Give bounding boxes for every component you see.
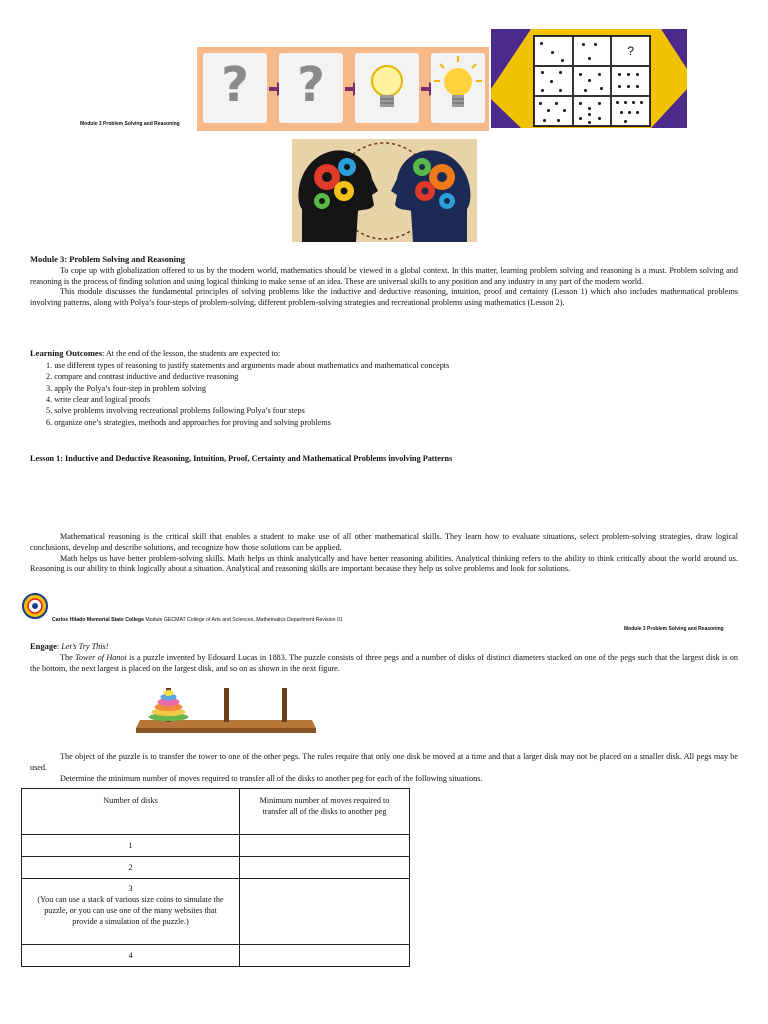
engage-paragraph: Determine the minimum number of moves required to transfer all of the disks to another peg for each of the following situations. [60,773,483,783]
table-cell: 1 [22,835,240,857]
tower-of-hanoi-image [134,684,318,734]
list-item: 5. solve problems involving recreational problems following Polya’s four steps [46,406,305,416]
answer-cell[interactable] [240,857,410,879]
table-cell-note: (You can use a stack of various size coins to simulate the puzzle, or you can use one of the many websites that provide a simulation of the puzzle.) [37,895,224,926]
answer-cell[interactable] [240,835,410,857]
question-card-2 [279,53,343,123]
table-cell: 4 [22,945,240,967]
column-header: Minimum number of moves required to transfer all of the disks to another peg [240,789,410,835]
list-item: 3. apply the Polya’s four-step in problem solving [46,383,206,393]
table-row [22,945,410,967]
module-title: : Problem Solving and Reasoning [64,254,186,264]
module-paragraph: To cope up with globalization offered to us by the modern world, mathematics should be viewed in a global context. In this matter, learning problem solving and reasoning is a must. Problem solving and reasoning is the process of finding solution and using logical thinking to make sense of an idea. These are universal skills to any position and any industry in any part of the modern world. [30,265,738,286]
lightbulb-lit-icon [431,53,485,123]
module-paragraph: This module discusses the fundamental principles of solving problems like the inductive and deductive reasoning, intuition, proof and certainty (Lesson 1) which also includes mathematical problems involving patterns, along with Polya’s four-steps of problem-solving, different problem-solving strategies and recreational problems using mathematics (Lesson 2). [30,287,738,308]
lesson-body [30,532,738,575]
table-row [22,857,410,879]
running-header: Module 3 Problem Solving and Reasoning [624,626,724,632]
list-item: 4. write clear and logical proofs [46,395,151,405]
moves-table [21,788,410,967]
heads-with-gears-image [292,139,477,242]
table-cell: 2 [22,857,240,879]
module-intro-section [30,254,738,309]
dot-grid [533,35,651,127]
college-name: Carlos Hilado Memorial State College [52,617,144,623]
engage-instructions [30,752,738,784]
bulb-card-dim [355,53,419,123]
column-header: Number of disks [22,789,240,835]
lesson-title: Lesson 1: Inductive and Deductive Reasoning, Intuition, Proof, Certainty and Mathematical Problems involving Patterns [30,454,453,463]
lesson-paragraph: Math helps us have better problem-solving skills. Math helps us think analytically and have better reasoning abilities. Analytical thinking refers to the ability to think critically about the world around us. Reasoning is our ability to think logically about a situation. Analytical and reasoning skills are important because they help us solve problems and look for solutions. [30,553,738,574]
lesson-paragraph: Mathematical reasoning is the critical skill that enables a student to make use of all other mathematical skills. They learn how to evaluate situations, select problem-solving strategies, draw logical conclusions, develop and describe solutions, and recognize how those solutions can be applied. [30,532,738,552]
engage-paragraph: The object of the puzzle is to transfer the tower to one of the other pegs. The rules require that only one disk be moved at a time and that a larger disk may not be placed on a smaller disk. All pegs may be used. [30,752,738,772]
footer-details: Module GECMAT College of Arts and Sciences, Mathematics Department Revision 01 [145,617,343,623]
module-label: Module 3 [30,254,65,264]
engage-paragraph: The Tower of Hanoi is a puzzle invented by Edouard Lucas in 1883. The puzzle consists of three pegs and a number of disks of distinct diameters stacked on one of the pegs such that the largest disk is on the bottom, the next largest is placed on the largest disk, and so on as shown in the next figure. [30,652,738,673]
list-item: 2. compare and contrast inductive and deductive reasoning [46,372,239,382]
table-header-row [22,789,410,835]
learning-outcomes-label: Learning Outcomes [30,348,103,358]
learning-outcomes-section [30,348,738,428]
engage-section: Engage: Let’s Try This! The Tower of Hanoi is a puzzle invented by Edouard Lucas in 1883. The puzzle consists of three pegs and a number of disks of distinct diameters stacked on one of the pegs such that the largest disk is on the bottom, the next largest is placed on the largest disk, and so on as shown in the next figure. [30,641,738,673]
list-item: 1. use different types of reasoning to justify statements and arguments made about mathematics and mathematical concepts [46,360,450,370]
dot-pattern-puzzle-image [491,29,687,128]
college-seal-logo [22,593,48,619]
bulb-card-lit [431,53,485,123]
table-cell: 3 (You can use a stack of various size coins to simulate the puzzle, or you can use one of the many websites that provide a simulation of the puzzle.) [22,879,240,945]
question-mark-icon: ? [627,44,634,58]
table-row [22,879,410,945]
page-footer [52,617,343,623]
learning-outcomes-intro: : At the end of the lesson, the students are expected to: [102,349,281,358]
running-header: Module 3 Problem Solving and Reasoning [80,121,180,127]
lightbulb-dim-icon [355,53,419,123]
list-item: 6. organize one’s strategies, methods and approaches for proving and solving problems [46,417,331,427]
engage-subtitle: Let’s Try This! [61,642,109,651]
question-mark-icon: ? [221,57,249,113]
answer-cell[interactable] [240,879,410,945]
learning-outcomes-list [30,360,738,428]
engage-label: Engage [30,641,57,651]
answer-cell[interactable] [240,945,410,967]
idea-banner-image [197,47,489,131]
question-mark-icon: ? [297,57,325,113]
table-row [22,835,410,857]
question-card-1 [203,53,267,123]
